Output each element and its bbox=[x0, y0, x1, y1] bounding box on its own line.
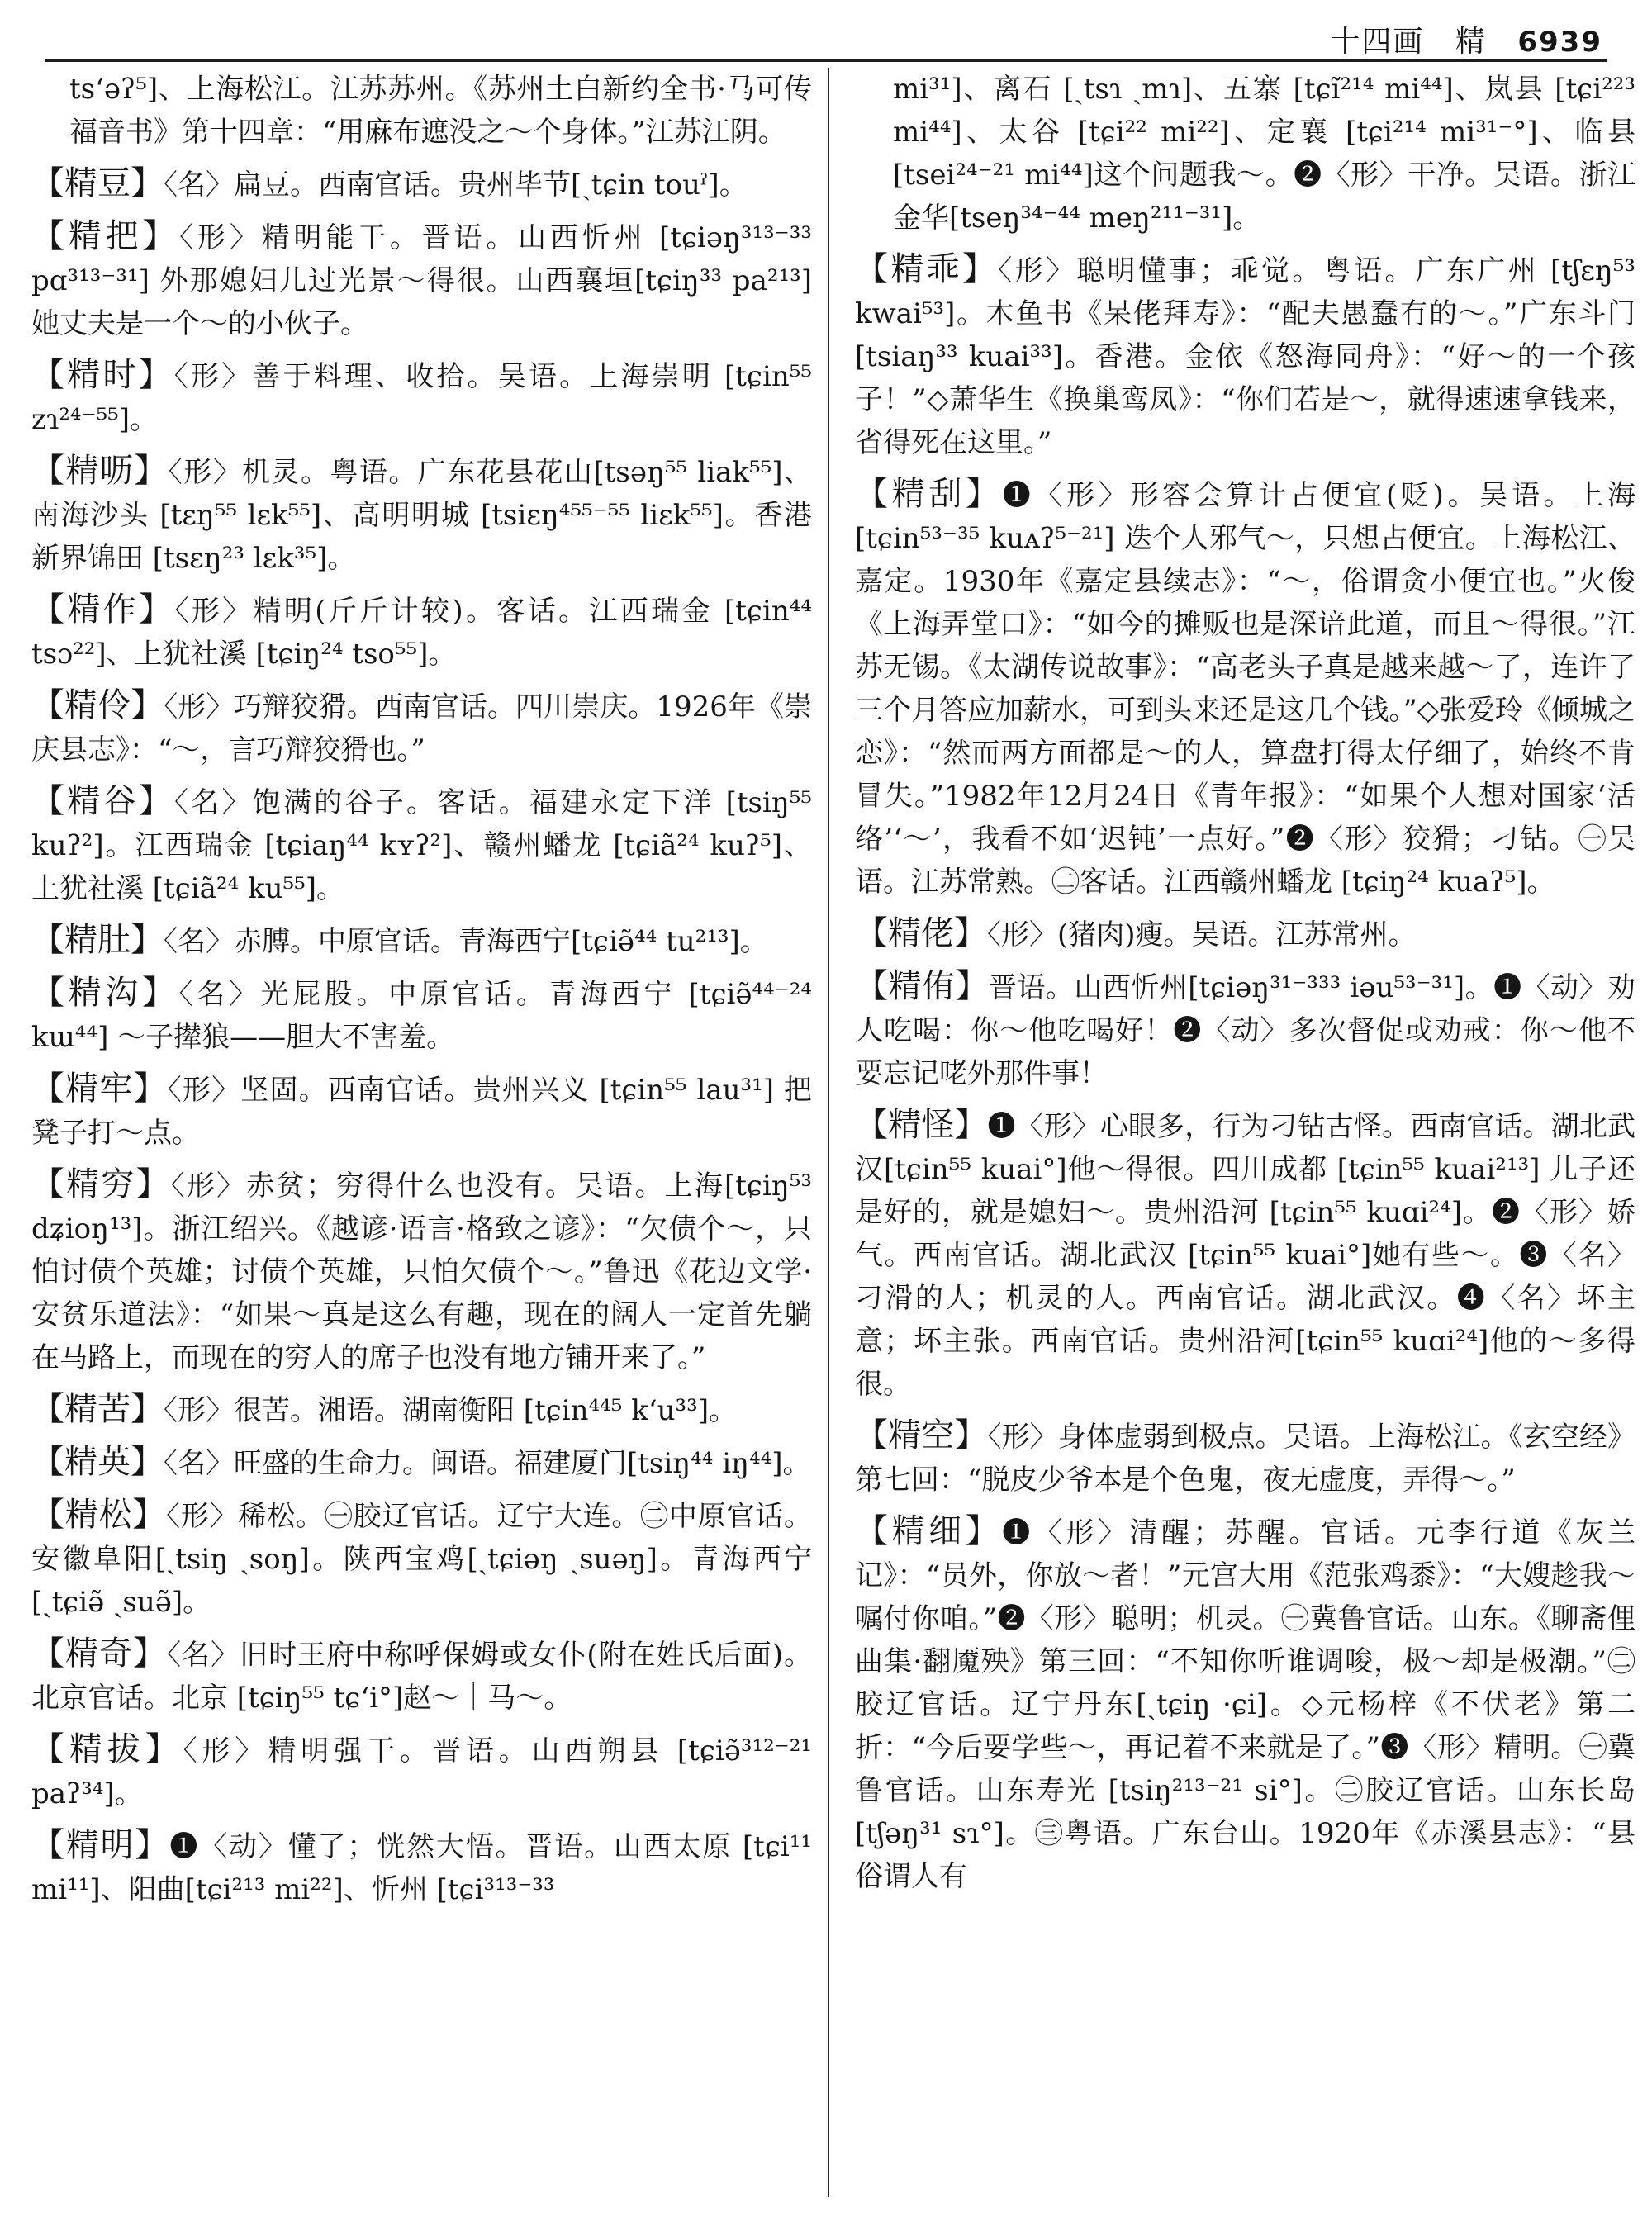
dictionary-entry bbox=[855, 472, 1635, 904]
dictionary-entry bbox=[855, 1510, 1635, 1898]
entry-definition: ❶〈动〉懂了；恍然大悟。晋语。山西太原 [tɕi¹¹ mi¹¹]、阳曲[tɕi²¹³ mi²²]、忻州 [tɕi³¹³⁻³³ bbox=[31, 1830, 812, 1906]
entry-headword: 【精空】 bbox=[855, 1416, 988, 1454]
dictionary-entry bbox=[31, 684, 812, 771]
dictionary-entry bbox=[31, 1440, 812, 1485]
header-rule bbox=[45, 59, 1607, 62]
entry-headword: 【精豆】 bbox=[31, 164, 164, 202]
entry-definition: 〈形〉身体虚弱到极点。吴语。上海松江。《玄空经》第七回：“脱皮少爷本是个色鬼，夜无虚度，弄得～。” bbox=[855, 1421, 1635, 1497]
entry-definition: 〈形〉坚固。西南官话。贵州兴义 [tɕin⁵⁵ lau³¹] 把凳子打～点。 bbox=[31, 1074, 812, 1150]
dictionary-entry bbox=[31, 353, 812, 441]
entry-definition: 〈形〉精明能干。晋语。山西忻州 [tɕiəŋ³¹³⁻³³ pɑ³¹³⁻³¹] 外那媳妇儿过光景～得很。山西襄垣[tɕiŋ³³ pa²¹³] 她丈夫是一个～的小伙子。 bbox=[31, 221, 812, 340]
entry-definition: ❶〈形〉心眼多，行为刁钻古怪。西南官话。湖北武汉[tɕin⁵⁵ kuai°]他～得很。四川成都 [tɕin⁵⁵ kuai²¹³] 儿子还是好的，就是媳妇～。贵州沿河 [tɕin⁵⁵ kuɑi²⁴]。❷〈形〉娇气。西南官话。湖北武汉 [tɕin⁵⁵ kuai°]她有些～。❸〈名〉刁滑的人；机灵的人。西南官话。湖北武汉。❹〈名〉坏主意；坏主张。西南官话。贵州沿河[tɕin⁵⁵ kuɑi²⁴]他的～多得很。 bbox=[855, 1110, 1635, 1401]
entry-headword: 【精乖】 bbox=[855, 250, 999, 288]
entry-headword: 【精拔】 bbox=[31, 1730, 183, 1768]
entry-definition: 〈形〉精明强干。晋语。山西朔县 [tɕiə̃³¹²⁻²¹ paʔ³⁴]。 bbox=[31, 1734, 812, 1810]
entry-definition: ❶〈形〉形容会算计占便宜(贬)。吴语。上海 [tɕin⁵³⁻³⁵ kuᴀʔ⁵⁻²¹] 迭个人邪气～，只想占便宜。上海松江、嘉定。1930年《嘉定县续志》：“～，俗谓贪小便宜也。”火俊《上海弄堂口》：“如今的摊贩也是深谙此道，而且～得很。”江苏无锡。《太湖传说故事》：“高老头子真是越来越～了，连许了三个月答应加薪水，可到头来还是这几个钱。”◇张爱玲《倾城之恋》：“然而两方面都是～的人，算盘打得太仔细了，始终不肯冒失。”1982年12月24日《青年报》：“如果个人想对国家‘活络’‘～’，我看不如‘迟钝’一点好。”❷〈形〉狡猾；刁钻。㊀吴语。江苏常熟。㊁客话。江西赣州蟠龙 [tɕiŋ²⁴ kuaʔ⁵]。 bbox=[855, 479, 1635, 899]
entry-headword: 【精佬】 bbox=[855, 914, 987, 952]
dictionary-entry bbox=[31, 449, 812, 580]
entry-definition: 〈名〉扁豆。西南官话。贵州毕节[ˏtɕin touˀ]。 bbox=[164, 168, 748, 202]
entry-definition: 〈名〉旧时王府中称呼保姆或女仆(附在姓氏后面)。北京官话。北京 [tɕiŋ⁵⁵ tɕʻi°]赵～｜马～。 bbox=[31, 1639, 812, 1715]
right-continuation: mi³¹]、离石 [ˏtsɿ ˏmɿ]、五寨 [tɕĩ²¹⁴ mi⁴⁴]、岚县 [tɕi²²³ mi⁴⁴]、太谷 [tɕi²² mi²²]、定襄 [tɕi²¹⁴ mi³¹⁻°]、临县[tsei²⁴⁻²¹ mi⁴⁴]这个问题我～。❷〈形〉干净。吴语。浙江金华[tseŋ³⁴⁻⁴⁴ meŋ²¹¹⁻³¹]。 bbox=[893, 73, 1635, 235]
entry-headword: 【精沟】 bbox=[31, 974, 179, 1012]
running-head bbox=[1310, 18, 1602, 60]
dictionary-entry bbox=[31, 1493, 812, 1624]
dictionary-entry bbox=[31, 1728, 812, 1815]
entry-headword: 【精牢】 bbox=[31, 1070, 168, 1108]
left-entries bbox=[31, 162, 812, 1911]
entry-headword: 【精穷】 bbox=[31, 1165, 171, 1203]
entry-headword: 【精呖】 bbox=[31, 452, 169, 490]
dictionary-entry bbox=[855, 248, 1635, 464]
entry-definition: 〈形〉(猪肉)瘦。吴语。江苏常州。 bbox=[987, 918, 1417, 951]
entry-headword: 【精松】 bbox=[31, 1496, 167, 1534]
entry-headword: 【精伶】 bbox=[31, 686, 164, 724]
column-divider bbox=[828, 68, 829, 2197]
entry-headword: 【精怪】 bbox=[855, 1106, 988, 1144]
entry-headword: 【精肚】 bbox=[31, 921, 164, 959]
page-number: 6939 bbox=[1517, 26, 1602, 59]
entry-headword: 【精明】 bbox=[31, 1826, 170, 1864]
entry-definition: 〈名〉光屁股。中原官话。青海西宁 [tɕiə̃⁴⁴⁻²⁴ kɯ⁴⁴] ～子撵狼——胆大不害羞。 bbox=[31, 978, 812, 1054]
entry-definition: ❶〈形〉清醒；苏醒。官话。元李行道《灰兰记》：“员外，你放～者！”元宫大用《范张鸡黍》：“大嫂趁我～嘱付你咱。”❷〈形〉聪明；机灵。㊀冀鲁官话。山东。《聊斋俚曲集·翻魇殃》第三回：“不知你听谁调唆，极～却是极潮。”㊁胶辽官话。辽宁丹东[ˏtɕiŋ ·ɕi]。◇元杨梓《不伏老》第二折：“今后要学些～，再记着不来就是了。”❸〈形〉精明。㊀冀鲁官话。山东寿光 [tsiŋ²¹³⁻²¹ si°]。㊁胶辽官话。山东长岛[tʃəŋ³¹ sɿ°]。㊂粤语。广东台山。1920年《赤溪县志》：“县俗谓人有 bbox=[855, 1516, 1635, 1893]
dictionary-entry bbox=[855, 1414, 1635, 1502]
entry-definition: 晋语。山西忻州[tɕiəŋ³¹⁻³³³ iəu⁵³⁻³¹]。❶〈动〉劝人吃喝：你～他吃喝好！❷〈动〉多次督促或劝戒：你～他不要忘记咾外那件事！ bbox=[855, 971, 1635, 1090]
dictionary-entry bbox=[31, 162, 812, 206]
entry-definition: 〈名〉赤膊。中原官话。青海西宁[tɕiə̃⁴⁴ tu²¹³]。 bbox=[164, 925, 768, 958]
dictionary-entry bbox=[31, 215, 812, 345]
entry-definition: 〈形〉机灵。粤语。广东花县花山[tsəŋ⁵⁵ liak⁵⁵]、南海沙头 [tɛŋ⁵⁵ lɛk⁵⁵]、高明明城 [tsiɛŋ⁴⁵⁵⁻⁵⁵ liɛk⁵⁵]。香港新界锦田 [tsɛŋ²³ lɛk³⁵]。 bbox=[31, 456, 812, 575]
dictionary-entry bbox=[31, 1163, 812, 1379]
dictionary-entry bbox=[855, 1103, 1635, 1406]
dictionary-entry bbox=[31, 1388, 812, 1432]
entry-headword: 【精时】 bbox=[31, 356, 174, 394]
left-continuation: tsʻəʔ⁵]、上海松江。江苏苏州。《苏州土白新约全书·马可传福音书》第十四章：“用麻布遮没之～个身体。”江苏江阴。 bbox=[69, 73, 812, 149]
entry-headword: 【精把】 bbox=[31, 217, 180, 255]
right-entries bbox=[855, 248, 1635, 1898]
entry-headword: 【精奇】 bbox=[31, 1635, 168, 1672]
entry-definition: 〈名〉旺盛的生命力。闽语。福建厦门[tsiŋ⁴⁴ iŋ⁴⁴]。 bbox=[164, 1447, 811, 1480]
entry-headword: 【精侑】 bbox=[855, 967, 989, 1005]
dictionary-entry bbox=[31, 1632, 812, 1720]
dictionary-entry bbox=[31, 971, 812, 1059]
entry-definition: 〈形〉巧辩狡猾。西南官话。四川崇庆。1926年《崇庆县志》：“～，言巧辩狡猾也。” bbox=[31, 690, 812, 766]
entry-definition: 〈形〉稀松。㊀胶辽官话。辽宁大连。㊁中原官话。安徽阜阳[ˏtsiŋ ˏsoŋ]。陕西宝鸡[ˏtɕiəŋ ˏsuəŋ]。青海西宁 [ˏtɕiə̃ ˏsuə̃]。 bbox=[31, 1500, 812, 1619]
entry-definition: 〈形〉很苦。湘语。湖南衡阳 [tɕin⁴⁴⁵ kʻu³³]。 bbox=[164, 1394, 738, 1427]
dictionary-entry bbox=[855, 965, 1635, 1095]
dictionary-entry bbox=[855, 912, 1635, 956]
entry-definition: 〈形〉精明(斤斤计较)。客话。江西瑞金 [tɕin⁴⁴ tsɔ²²]、上犹社溪 [tɕiŋ²⁴ tso⁵⁵]。 bbox=[31, 595, 812, 671]
entry-definition: 〈形〉赤贫；穷得什么也没有。吴语。上海[tɕiŋ⁵³ dʑioŋ¹³]。浙江绍兴。《越谚·语言·格致之谚》：“欠债个～，只怕讨债个英雄；讨债个英雄，只怕欠债个～。”鲁迅《花边文学·安贫乐道法》：“如果～真是这么有趣，现在的阔人一定首先躺在马路上，而现在的穷人的席子也没有地方铺开来了。” bbox=[31, 1170, 812, 1374]
entry-definition: 〈名〉饱满的谷子。客话。福建永定下洋 [tsiŋ⁵⁵ kuʔ²]。江西瑞金 [tɕiaŋ⁴⁴ kʏʔ²]、赣州蟠龙 [tɕiã²⁴ kuʔ⁵]、上犹社溪 [tɕiã²⁴ ku⁵⁵]。 bbox=[31, 786, 812, 905]
dictionary-entry bbox=[31, 1824, 812, 1911]
dictionary-entry bbox=[31, 588, 812, 676]
right-column bbox=[855, 68, 1635, 2205]
dictionary-entry bbox=[31, 780, 812, 910]
entry-headword: 【精刮】 bbox=[855, 475, 1003, 513]
dictionary-entry bbox=[31, 918, 812, 963]
radical-label: 精 bbox=[1455, 25, 1487, 59]
entry-headword: 【精细】 bbox=[855, 1512, 1003, 1550]
entry-headword: 【精谷】 bbox=[31, 782, 175, 820]
entry-headword: 【精作】 bbox=[31, 591, 175, 629]
entry-headword: 【精英】 bbox=[31, 1443, 164, 1481]
entry-definition: 〈形〉聪明懂事；乖觉。粤语。广东广州 [tʃɛŋ⁵³ kwai⁵³]。木鱼书《呆佬拜寿》：“配夫愚蠢冇的～。”广东斗门 [tsiaŋ³³ kuai³³]。香港。金依《怒海同舟》：“好～的一个孩子！”◇萧华生《换巢鸾凤》：“你们若是～，就得速速拿钱来，省得死在这里。” bbox=[855, 254, 1635, 459]
section-label: 十四画 bbox=[1330, 25, 1425, 59]
left-column bbox=[31, 68, 812, 2205]
entry-headword: 【精苦】 bbox=[31, 1390, 164, 1428]
entry-definition: 〈形〉善于料理、收拾。吴语。上海崇明 [tɕin⁵⁵ zɿ²⁴⁻⁵⁵]。 bbox=[31, 360, 812, 436]
dictionary-entry bbox=[31, 1067, 812, 1155]
